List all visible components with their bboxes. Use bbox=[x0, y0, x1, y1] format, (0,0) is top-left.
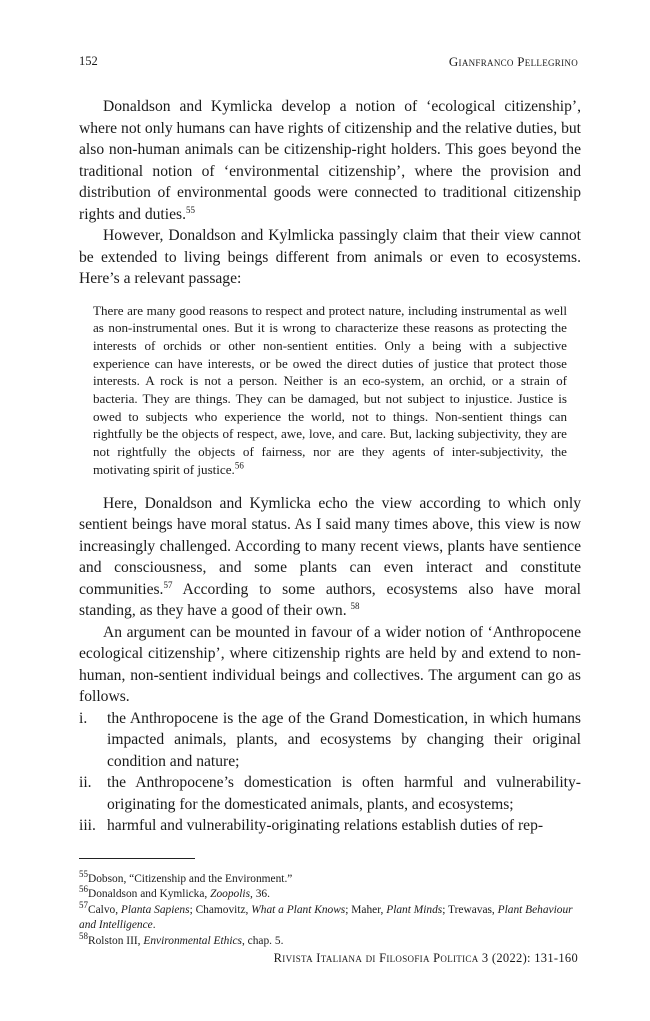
argument-list bbox=[79, 708, 581, 837]
list-item-number: iii. bbox=[79, 817, 96, 835]
paragraph-1-text: Donaldson and Kymlicka develop a notion of ‘ecological citizenship’, where not only humans can have rights of citizenship and the relative duties, but also non-human animals can be citizenship-right holders. This goes beyond the traditional notion of ‘environmental citizenship’, where the provision and distribution of environmental goods were connected to traditional citizenship rights and duties. bbox=[79, 98, 581, 223]
footnote-ref-57[interactable]: 57 bbox=[163, 579, 173, 590]
footnote-title: What a Plant Knows bbox=[251, 903, 346, 916]
footnote-title: Planta Sapiens bbox=[120, 903, 190, 916]
footnote-text: . bbox=[152, 919, 156, 932]
block-quote-text: There are many good reasons to respect and protect nature, including instrumental as well as non-instrumental ones. But it is wrong to characterize these reasons as protecting the interests of orchids or other non-sentient entities. Only a being with a subjective experience can have interests, or be owed the direct duties of justice that protect those interests. A rock is not a person. Neither is an eco-system, an orchid, or a strain of bacteria. They are things. They can be damaged, but not subject to injustice. Justice is owed to subjects who experience the world, not to things. Non-sentient things can rightfully be the objects of respect, awe, love, and care. But, lacking subjectivity, they are not rightfully the objects of fairness, nor are they agents of inter-subjectivity, the motivating spirit of justice. bbox=[93, 302, 567, 477]
paragraph-3 bbox=[79, 493, 581, 622]
footnote-title: Plant Minds bbox=[386, 903, 443, 916]
footnote-title: Zoopolis, bbox=[210, 888, 253, 901]
list-item-text: the Anthropocene is the age of the Grand Domestication, in which humans impacted animals, plants, and ecosystems by changing their original condition and nature; bbox=[107, 709, 581, 770]
footnote-58 bbox=[79, 930, 581, 949]
footnote-ref-58[interactable]: 58 bbox=[350, 600, 360, 611]
page-number: 152 bbox=[79, 54, 98, 68]
footnote-text: ; Maher, bbox=[345, 903, 387, 916]
footnote-text: Donaldson and Kymlicka, bbox=[88, 888, 211, 901]
running-head-author: Gianfranco Pellegrino bbox=[448, 54, 578, 69]
footnote-number: 58 bbox=[79, 930, 88, 941]
footnotes bbox=[79, 869, 581, 949]
list-item-number: ii. bbox=[79, 774, 92, 792]
footnote-ref-55[interactable]: 55 bbox=[185, 204, 195, 215]
block-quote bbox=[93, 302, 567, 479]
footnote-divider bbox=[79, 858, 195, 859]
footnote-number: 57 bbox=[79, 900, 88, 911]
list-item bbox=[79, 815, 581, 837]
paragraph-2: However, Donaldson and Kylmlicka passingly claim that their view cannot be extended to living beings different from animals or even to ecosystems. Here’s a relevant passage: bbox=[79, 227, 581, 287]
footnote-57 bbox=[79, 900, 581, 934]
list-item bbox=[79, 708, 581, 773]
footnote-56 bbox=[79, 884, 581, 902]
page-header bbox=[79, 54, 578, 72]
footnote-text: ; Chamovitz, bbox=[189, 903, 252, 916]
footnote-title: Plant Behaviour and Intelligence bbox=[79, 903, 573, 932]
paragraph-3-text-b: According to some authors, ecosystems also have moral standing, as they have a good of their own. bbox=[79, 580, 581, 620]
footnote-number: 56 bbox=[79, 884, 88, 895]
footnote-title: Environmental Ethics bbox=[143, 934, 242, 947]
footnote-55 bbox=[79, 869, 581, 887]
paragraph-3-text-a: Here, Donaldson and Kymlicka echo the view according to which only sentient beings have moral status. As I said many times above, this view is now increasingly challenged. According to many recent views, plants have sentience and consciousness, and some plants can even interact and constitute communities. bbox=[79, 494, 581, 598]
paragraph-1 bbox=[79, 96, 581, 225]
footnote-number: 55 bbox=[79, 869, 88, 880]
footnote-text: Calvo, bbox=[88, 903, 121, 916]
footnote-text: Rolston III, bbox=[88, 934, 144, 947]
list-item-number: i. bbox=[79, 709, 88, 727]
footnote-text: ; Trewavas, bbox=[442, 903, 498, 916]
list-item bbox=[79, 772, 581, 815]
footnote-text: 36. bbox=[252, 888, 270, 901]
journal-footer: Rivista Italiana di Filosofia Politica 3 (2022): 131-160 bbox=[273, 951, 578, 965]
footnote-text: , chap. 5. bbox=[241, 934, 284, 947]
list-item-text: harmful and vulnerability-originating relations establish duties of rep- bbox=[107, 817, 544, 835]
list-item-text: the Anthropocene’s domestication is often harmful and vulnerability-originating for the domesticated animals, plants, and ecosystems; bbox=[107, 774, 581, 813]
footnote-text: Dobson, “Citizenship and the Environment.” bbox=[88, 873, 293, 885]
paragraph-4: An argument can be mounted in favour of a wider notion of ‘Anthropocene ecological citizenship’, where citizenship rights are held by and extend to non-human, non-sentient individual beings and collectives. The argument can go as follows. bbox=[79, 623, 581, 706]
main-text bbox=[79, 96, 581, 837]
footnote-ref-56[interactable]: 56 bbox=[234, 460, 244, 471]
